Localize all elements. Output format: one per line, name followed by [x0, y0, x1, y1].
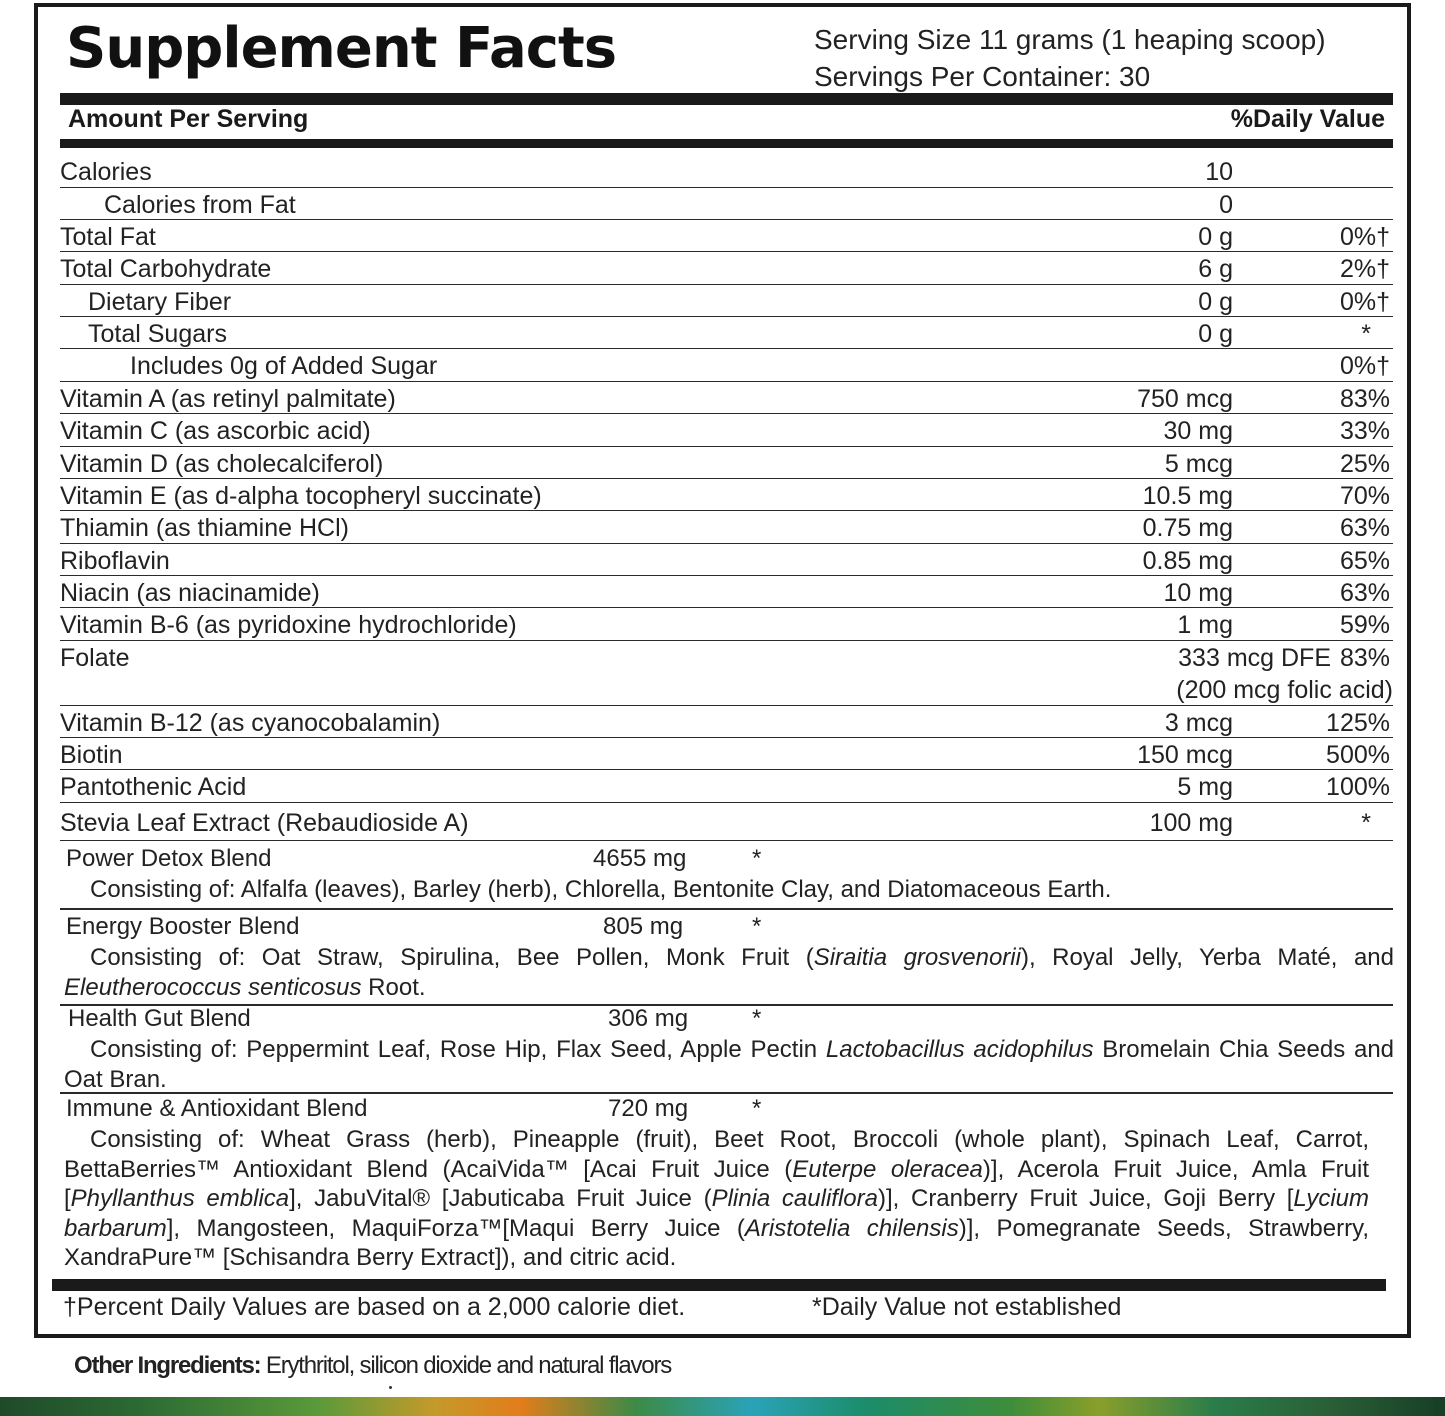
ingredient-text: ], Mangosteen, MaquiForza™[Maqui Berry Juice ( — [166, 1214, 745, 1242]
serving-size: Serving Size 11 grams (1 heaping scoop) — [814, 24, 1326, 55]
nutrient-name: Niacin (as niacinamide) — [60, 579, 320, 608]
ingredient-latin-name: Lycium barbarum — [64, 1185, 1369, 1242]
nutrient-amount: 0 g — [1198, 222, 1233, 251]
decorative-dot — [389, 1386, 392, 1389]
nutrient-name: Includes 0g of Added Sugar — [130, 352, 438, 381]
nutrient-dv: 83% — [1339, 643, 1390, 672]
nutrient-amount: 5 mcg — [1164, 449, 1233, 478]
blend-dv: * — [752, 845, 762, 872]
other-ingredients-label: Other Ingredients: — [74, 1352, 261, 1379]
blend-amount: 4655 mg — [593, 845, 687, 872]
ingredient-latin-name: Eleutherococcus senticosus — [64, 973, 362, 1001]
blend-ingredients — [64, 1035, 1394, 1094]
nutrient-row — [60, 706, 1393, 738]
nutrient-row — [60, 252, 1393, 284]
nutrient-dv: 25% — [1339, 449, 1390, 478]
nutrient-dv: 0%† — [1339, 287, 1390, 316]
medium-divider — [60, 139, 1393, 148]
ingredient-text: Consisting of: Wheat Grass (herb), Pineapple (fruit), Beet Root, Broccoli (whole plant), Spinach Leaf, Carrot, BettaBerries™ Antioxidant Blend (AcaiVida™ [Acai Fruit Juice ( — [64, 1126, 1369, 1183]
ingredient-text: Consisting of: Peppermint Leaf, Rose Hip, Flax Seed, Apple Pectin — [90, 1036, 826, 1063]
nutrient-dv: 65% — [1339, 546, 1390, 575]
nutrient-row — [60, 317, 1393, 349]
amount-per-serving-label: Amount Per Serving — [68, 105, 309, 133]
nutrient-row — [60, 220, 1393, 252]
blend-ingredients: Consisting of: Alfalfa (leaves), Barley (herb), Chlorella, Bentonite Clay, and Diatomaceous Earth. — [90, 876, 1112, 903]
ingredient-text: Bromelain Chia Seeds and Oat Bran. — [64, 1036, 1395, 1093]
nutrient-dv: 70% — [1339, 481, 1390, 510]
nutrient-row — [60, 155, 1393, 187]
blend-amount: 805 mg — [603, 913, 684, 940]
nutrient-amount: 150 mcg — [1137, 741, 1233, 770]
nutrient-dv: 500% — [1326, 741, 1390, 770]
nutrient-row — [60, 285, 1393, 317]
footnote-dv-not-established: *Daily Value not established — [812, 1293, 1122, 1321]
nutrient-amount: 333 mcg DFE — [1178, 643, 1331, 672]
blend-amount: 720 mg — [608, 1095, 689, 1122]
nutrient-amount: 0 g — [1198, 319, 1233, 348]
nutrient-name: Pantothenic Acid — [60, 773, 247, 802]
ingredient-text: Consisting of: Oat Straw, Spirulina, Bee Pollen, Monk Fruit ( — [90, 944, 814, 971]
nutrient-row — [60, 187, 1393, 219]
nutrient-dv: 2%† — [1339, 255, 1390, 284]
nutrient-dv: 63% — [1339, 579, 1390, 608]
nutrient-row — [60, 349, 1393, 381]
nutrient-dv: 0%† — [1339, 222, 1390, 251]
ingredient-text: ], JabuVital® [Jabuticaba Fruit Juice ( — [289, 1185, 712, 1212]
nutrient-row — [60, 382, 1393, 414]
servings-per-container: Servings Per Container: 30 — [814, 61, 1151, 92]
blend-divider — [60, 1004, 1393, 1006]
nutrient-row-folate — [60, 641, 1393, 706]
nutrient-amount: 0.85 mg — [1142, 546, 1233, 575]
nutrient-name: Riboflavin — [60, 546, 170, 575]
supplement-facts-panel — [34, 3, 1411, 1338]
nutrient-row — [60, 479, 1393, 511]
ingredient-text: Root. — [361, 973, 426, 1001]
nutrient-amount: 0.75 mg — [1142, 514, 1233, 543]
nutrient-amount: 6 g — [1198, 255, 1233, 284]
nutrient-amount: 100 mg — [1149, 808, 1233, 837]
footnote-percent-dv: †Percent Daily Values are based on a 2,000 calorie diet. — [63, 1293, 686, 1321]
ingredient-text: )], Pomegranate Seeds, Strawberry, XandraPure™ [Schisandra Berry Extract]), and citric acid. — [64, 1214, 1370, 1271]
blend-dv: * — [752, 1005, 762, 1032]
nutrient-name: Total Carbohydrate — [60, 255, 272, 284]
thick-divider-bottom — [52, 1279, 1386, 1291]
blend-name: Immune & Antioxidant Blend — [66, 1095, 368, 1122]
nutrient-name: Folate — [60, 643, 130, 672]
serving-info — [814, 21, 1326, 95]
ingredient-text: )], Acerola Fruit Juice, Amla Fruit [ — [64, 1155, 1369, 1212]
daily-value-heading: %Daily Value — [1230, 105, 1385, 133]
nutrient-row — [60, 511, 1393, 543]
ingredient-text: ), Royal Jelly, Yerba Maté, and — [1020, 944, 1394, 971]
nutrient-dv: 33% — [1339, 417, 1390, 446]
nutrient-row — [60, 803, 1393, 841]
blend-dv: * — [752, 913, 762, 940]
blend-divider — [60, 908, 1393, 910]
ingredient-latin-name: Aristotelia chilensis — [744, 1214, 959, 1242]
blend-name: Power Detox Blend — [66, 845, 272, 872]
nutrient-row — [60, 608, 1393, 640]
nutrient-dv: 83% — [1339, 384, 1390, 413]
nutrient-name: Vitamin B-12 (as cyanocobalamin) — [60, 708, 441, 737]
nutrient-dv: * — [1361, 319, 1371, 348]
nutrient-row — [60, 738, 1393, 770]
nutrient-name: Vitamin C (as ascorbic acid) — [60, 417, 371, 446]
nutrient-amount: 0 — [1219, 191, 1233, 220]
nutrient-row — [60, 447, 1393, 479]
decorative-color-band — [0, 1397, 1445, 1416]
thick-divider-top — [60, 93, 1393, 105]
panel-title: Supplement Facts — [66, 16, 617, 81]
nutrient-name: Stevia Leaf Extract (Rebaudioside A) — [60, 808, 469, 837]
nutrient-table — [60, 155, 1393, 841]
ingredient-latin-name: Euterpe oleracea — [792, 1155, 983, 1183]
ingredient-latin-name: Lactobacillus acidophilus — [825, 1036, 1094, 1063]
nutrient-name: Vitamin D (as cholecalciferol) — [60, 449, 384, 478]
nutrient-name: Total Fat — [60, 222, 156, 251]
nutrient-name: Calories from Fat — [104, 191, 296, 220]
nutrient-amount: 10 — [1205, 158, 1233, 186]
other-ingredients-text: Erythritol, silicon dioxide and natural flavors — [260, 1352, 672, 1379]
blend-amount: 306 mg — [608, 1005, 689, 1032]
nutrient-amount: 10.5 mg — [1142, 481, 1233, 510]
nutrient-row — [60, 414, 1393, 446]
blend-ingredients — [64, 943, 1394, 1002]
nutrient-name: Dietary Fiber — [88, 287, 232, 316]
nutrient-name: Vitamin A (as retinyl palmitate) — [60, 384, 396, 413]
blend-divider — [60, 1092, 1393, 1094]
nutrient-name: Calories — [60, 158, 152, 186]
nutrient-amount: 30 mg — [1163, 417, 1233, 446]
nutrient-name: Thiamin (as thiamine HCl) — [60, 514, 349, 543]
nutrient-row — [60, 576, 1393, 608]
nutrient-name: Vitamin E (as d-alpha tocopheryl succinate) — [60, 481, 542, 510]
nutrient-amount: 3 mcg — [1164, 708, 1233, 737]
nutrient-row — [60, 544, 1393, 576]
nutrient-amount: 10 mg — [1163, 579, 1233, 608]
nutrient-dv: 125% — [1326, 708, 1390, 737]
nutrient-amount: 5 mg — [1177, 773, 1233, 802]
other-ingredients — [74, 1352, 671, 1380]
nutrient-name: Biotin — [60, 741, 123, 770]
blend-ingredients — [64, 1125, 1369, 1273]
nutrient-amount: 750 mcg — [1137, 384, 1233, 413]
ingredient-latin-name: Phyllanthus emblica — [70, 1185, 290, 1212]
ingredient-text: )], Cranberry Fruit Juice, Goji Berry [ — [877, 1185, 1294, 1212]
nutrient-dv: 63% — [1339, 514, 1390, 543]
blend-name: Health Gut Blend — [68, 1005, 251, 1032]
nutrient-name: Vitamin B-6 (as pyridoxine hydrochloride) — [60, 611, 517, 640]
nutrient-dv: * — [1361, 808, 1371, 837]
nutrient-row — [60, 770, 1393, 802]
blend-dv: * — [752, 1095, 762, 1122]
nutrient-amount: 1 mg — [1177, 611, 1233, 640]
nutrient-amount: 0 g — [1198, 287, 1233, 316]
nutrient-dv: 0%† — [1339, 352, 1390, 381]
nutrient-dv: 59% — [1339, 611, 1390, 640]
blend-name: Energy Booster Blend — [66, 913, 300, 940]
nutrient-name: Total Sugars — [88, 319, 227, 348]
nutrient-amount-note: (200 mcg folic acid) — [1176, 675, 1393, 704]
ingredient-latin-name: Siraitia grosvenorii — [813, 944, 1021, 971]
ingredient-latin-name: Plinia cauliflora — [711, 1185, 878, 1212]
nutrient-dv: 100% — [1326, 773, 1390, 802]
